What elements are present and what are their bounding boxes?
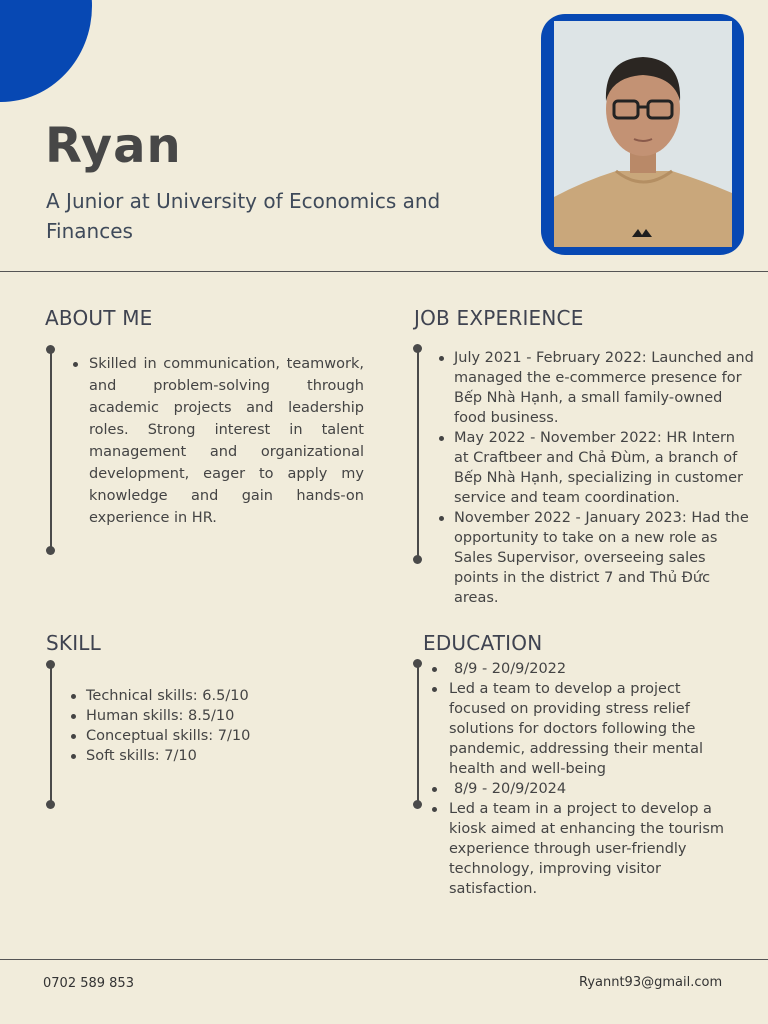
education-list — [449, 659, 729, 899]
about-line-bottom-dot — [46, 546, 55, 555]
job-item: May 2022 - November 2022: HR Intern at Craftbeer and Chả Đùm, a branch of Bếp Nhà Hạnh, specializing in customer service and team coordination. — [454, 428, 754, 508]
skill-item: Technical skills: 6.5/10 — [86, 686, 336, 706]
skill-list — [86, 686, 336, 766]
education-date: 8/9 - 20/9/2024 — [449, 779, 729, 799]
job-heading: JOB EXPERIENCE — [414, 306, 584, 330]
job-timeline-line — [417, 348, 419, 560]
skill-line-bottom-dot — [46, 800, 55, 809]
about-item: Skilled in communication, teamwork, and problem-solving through academic projects and leadership roles. Strong interest in talent management and organizational development, eager to apply my knowledge and gain hands-on experience in HR. — [89, 353, 364, 529]
candidate-name: Ryan — [45, 118, 182, 174]
footer-divider — [0, 959, 768, 960]
education-heading: EDUCATION — [423, 631, 543, 655]
skill-heading: SKILL — [46, 631, 101, 655]
candidate-subtitle: A Junior at University of Economics and Finances — [46, 189, 441, 243]
skill-item: Conceptual skills: 7/10 — [86, 726, 336, 746]
job-line-bottom-dot — [413, 555, 422, 564]
education-timeline-line — [417, 663, 419, 805]
education-description: Led a team to develop a project focused on providing stress relief solutions for doctors following the pandemic, addressing their mental health and well-being — [449, 679, 729, 779]
profile-photo-frame — [541, 14, 744, 255]
skill-item: Soft skills: 7/10 — [86, 746, 336, 766]
job-item: November 2022 - January 2023: Had the opportunity to take on a new role as Sales Supervisor, overseeing sales points in the district 7 and Thủ Đức areas. — [454, 508, 754, 608]
education-description: Led a team in a project to develop a kiosk aimed at enhancing the tourism experience through user-friendly technology, improving visitor satisfaction. — [449, 799, 729, 899]
skill-item: Human skills: 8.5/10 — [86, 706, 336, 726]
email-address[interactable]: Ryannt93@gmail.com — [579, 975, 723, 990]
education-date: 8/9 - 20/9/2022 — [449, 659, 729, 679]
about-heading: ABOUT ME — [45, 306, 153, 330]
phone-number: 0702 589 853 — [43, 976, 134, 991]
about-list — [89, 353, 364, 529]
header-divider — [0, 271, 768, 272]
job-list — [454, 348, 754, 608]
job-item: July 2021 - February 2022: Launched and managed the e-commerce presence for Bếp Nhà Hạnh, a small family-owned food business. — [454, 350, 754, 426]
profile-photo — [554, 21, 732, 247]
about-timeline-line — [50, 349, 52, 551]
decorative-corner-circle — [0, 0, 92, 102]
education-line-bottom-dot — [413, 800, 422, 809]
skill-timeline-line — [50, 664, 52, 804]
